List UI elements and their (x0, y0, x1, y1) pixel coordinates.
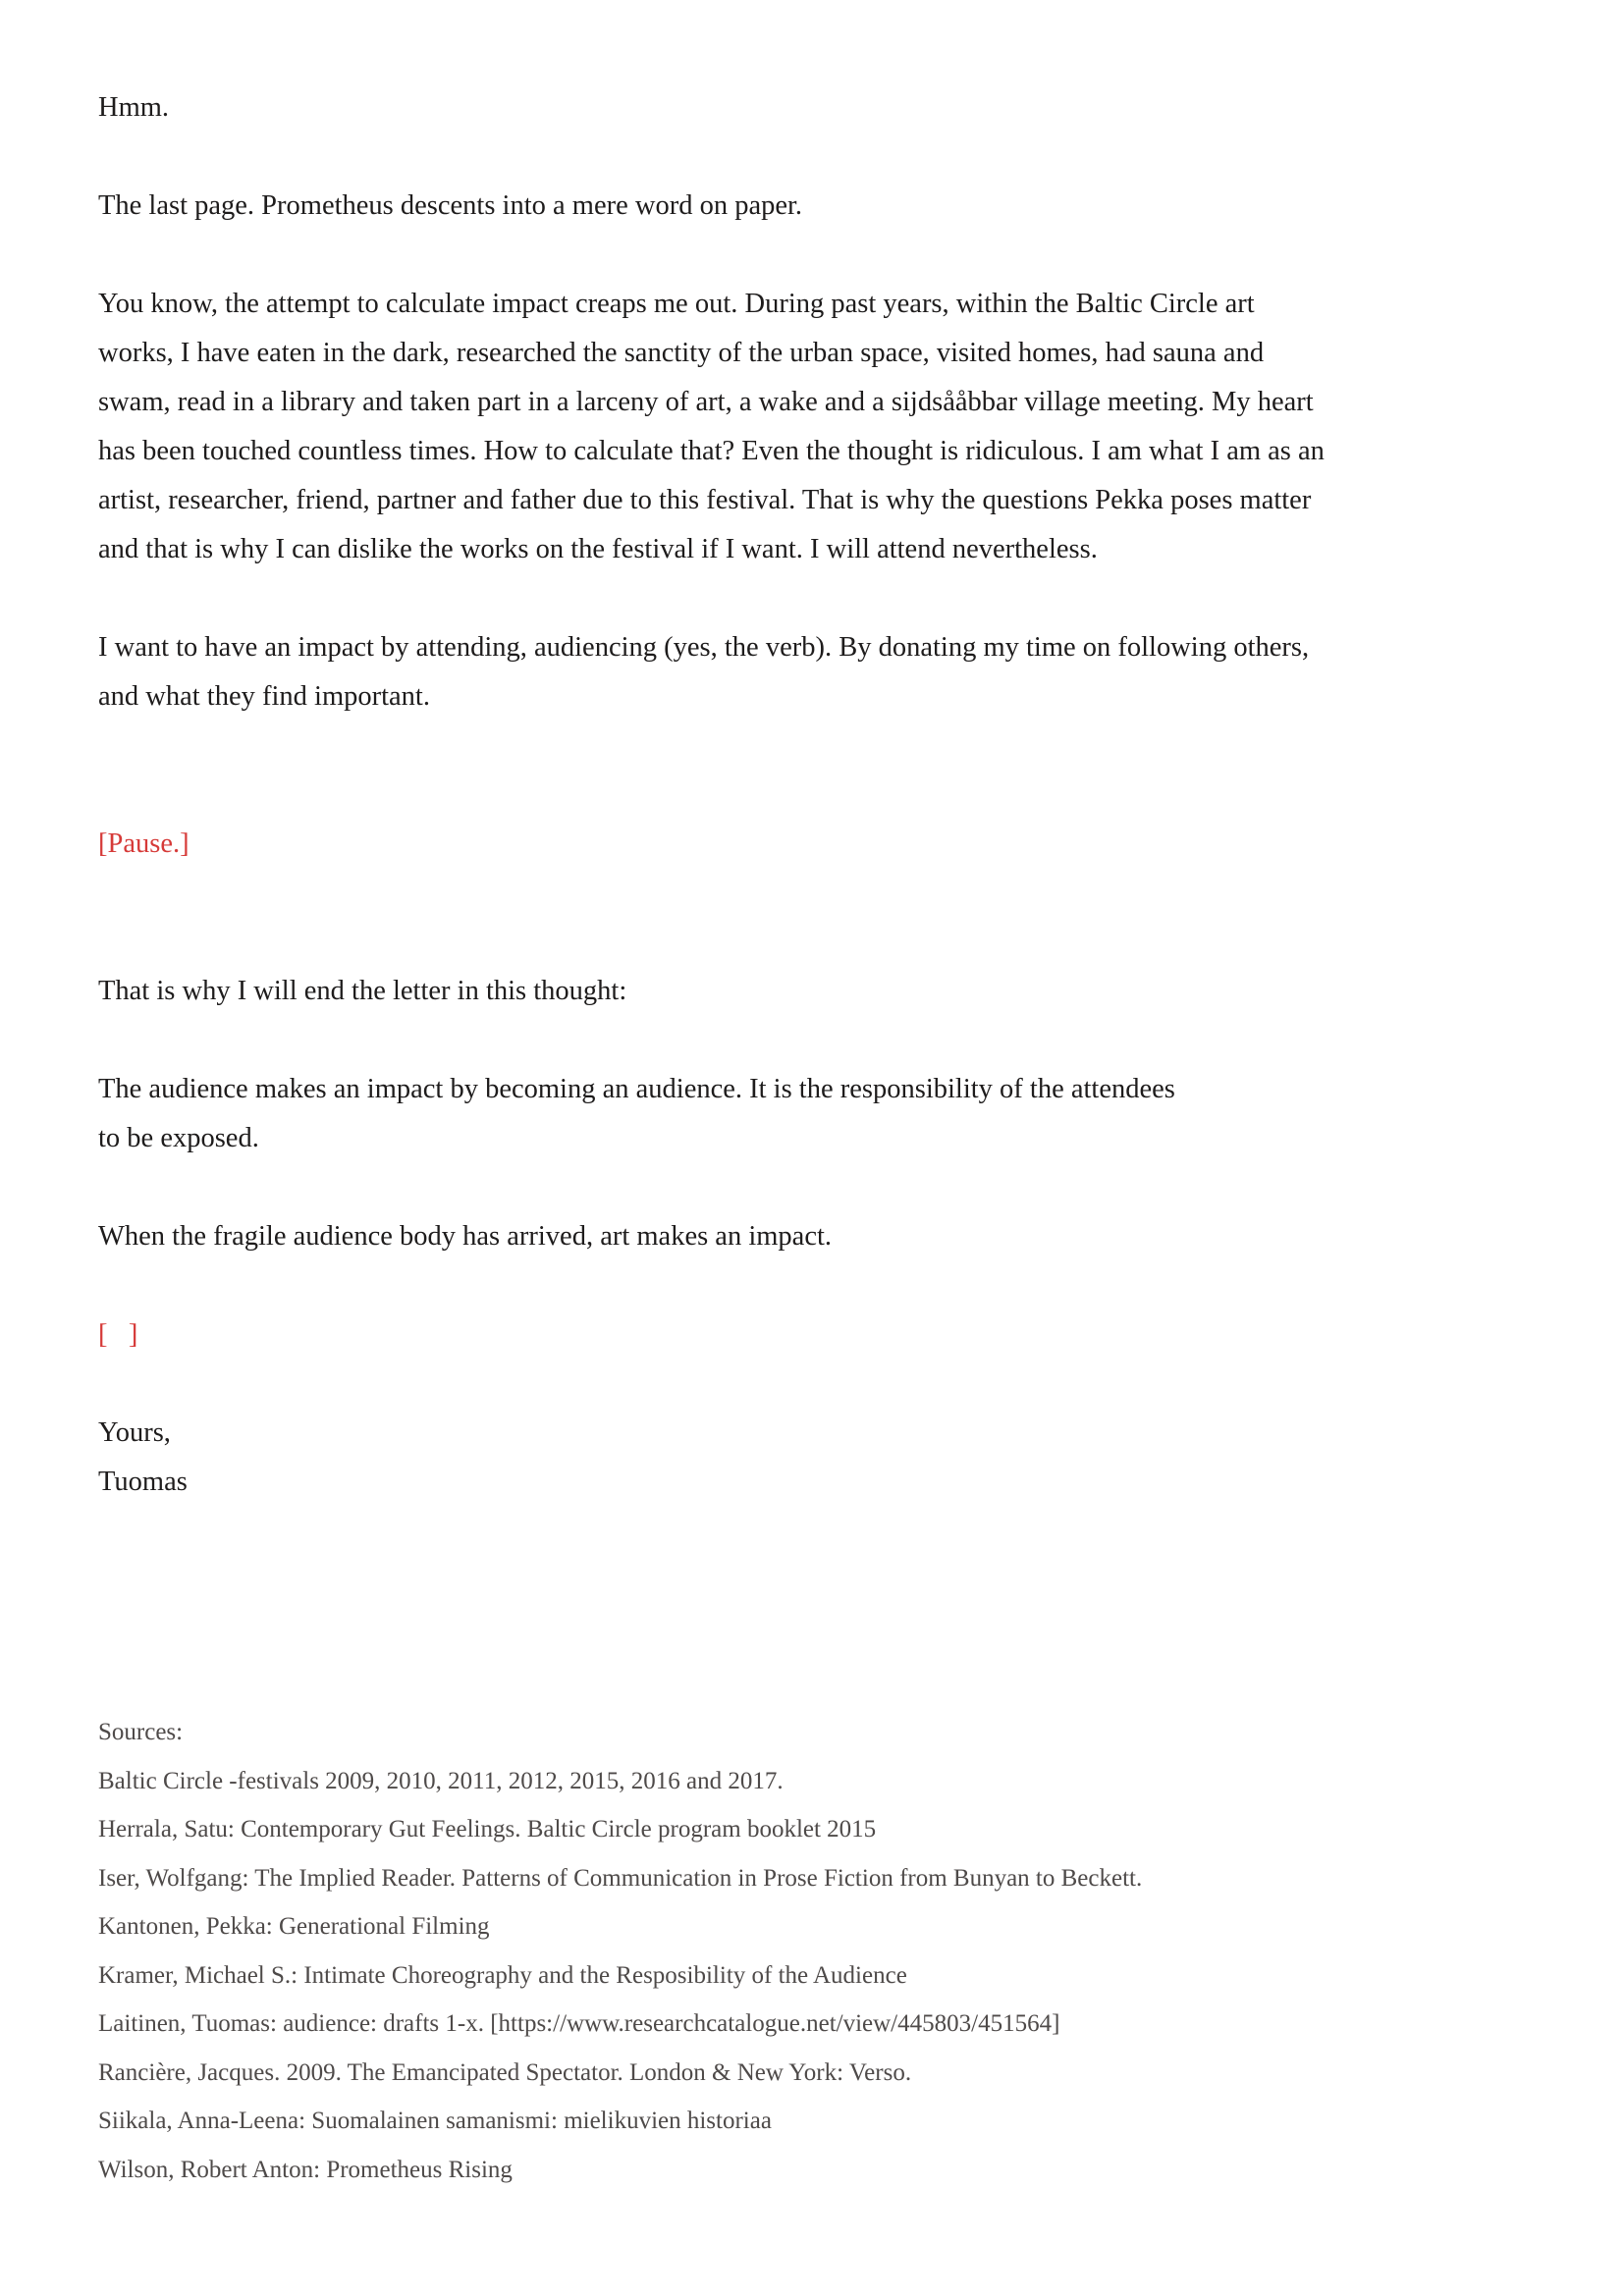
text-line: I want to have an impact by attending, audiencing (yes, the verb). By donating my time on following others, (98, 632, 1310, 663)
text-line: Tuomas (98, 1467, 188, 1497)
text-line: and that is why I can dislike the works on the festival if I want. I will attend nevertheless. (98, 534, 1098, 564)
text-line: Kramer, Michael S.: Intimate Choreography and the Resposibility of the Audience (98, 1961, 907, 1989)
text-line: Yours, (98, 1417, 171, 1448)
sources-list (98, 1757, 1526, 2195)
text-line: to be exposed. (98, 1123, 259, 1153)
text-line: The audience makes an impact by becoming an audience. It is the responsibility of the attendees (98, 1074, 1175, 1104)
pause-marker: [Pause.] (98, 828, 189, 859)
text-line: swam, read in a library and taken part in a larceny of art, a wake and a sijdsååbbar village meeting. My heart (98, 387, 1314, 417)
paragraph-calculate-impact (98, 280, 1526, 574)
paragraph-audience-impact (98, 1065, 1526, 1163)
text-line: Laitinen, Tuomas: audience: drafts 1-x. [https://www.researchcatalogue.net/view/445803/451564] (98, 2010, 1060, 2037)
paragraph-fragile-audience (98, 1212, 1526, 1261)
sources-section (98, 1708, 1526, 2194)
paragraph-end-thought-intro (98, 967, 1526, 1016)
text-line: works, I have eaten in the dark, researched the sanctity of the urban space, visited homes, had sauna and (98, 338, 1265, 368)
text-line: Kantonen, Pekka: Generational Filming (98, 1913, 490, 1940)
paragraph-impact-by-attending (98, 623, 1526, 721)
text-line: The last page. Prometheus descents into a mere word on paper. (98, 190, 803, 221)
text-line: Iser, Wolfgang: The Implied Reader. Patterns of Communication in Prose Fiction from Bunyan to Beckett. (98, 1864, 1143, 1892)
text-line: Baltic Circle -festivals 2009, 2010, 2011, 2012, 2015, 2016 and 2017. (98, 1767, 784, 1794)
text-line: That is why I will end the letter in this thought: (98, 976, 627, 1006)
sources-heading: Sources: (98, 1719, 184, 1745)
silence-brackets-marker: [ ] (98, 1319, 138, 1350)
text-line: Wilson, Robert Anton: Prometheus Rising (98, 2156, 513, 2183)
signoff (98, 1409, 1526, 1507)
text-line: has been touched countless times. How to calculate that? Even the thought is ridiculous. I am what I am as an (98, 436, 1325, 466)
paragraph-last-page (98, 182, 1526, 231)
text-line: Rancière, Jacques. 2009. The Emancipated Spectator. London & New York: Verso. (98, 2058, 912, 2086)
text-line: artist, researcher, friend, partner and father due to this festival. That is why the questions Pekka poses matter (98, 485, 1312, 515)
text-line: Herrala, Satu: Contemporary Gut Feelings. Baltic Circle program booklet 2015 (98, 1816, 877, 1842)
text-line: Siikala, Anna-Leena: Suomalainen samanismi: mielikuvien historiaa (98, 2108, 772, 2134)
text-line: When the fragile audience body has arrived, art makes an impact. (98, 1221, 833, 1252)
text-line: and what they find important. (98, 681, 430, 712)
text-line: Hmm. (98, 92, 170, 123)
paragraph-opening (98, 83, 1526, 133)
text-line: You know, the attempt to calculate impact creaps me out. During past years, within the Baltic Circle art (98, 289, 1255, 319)
